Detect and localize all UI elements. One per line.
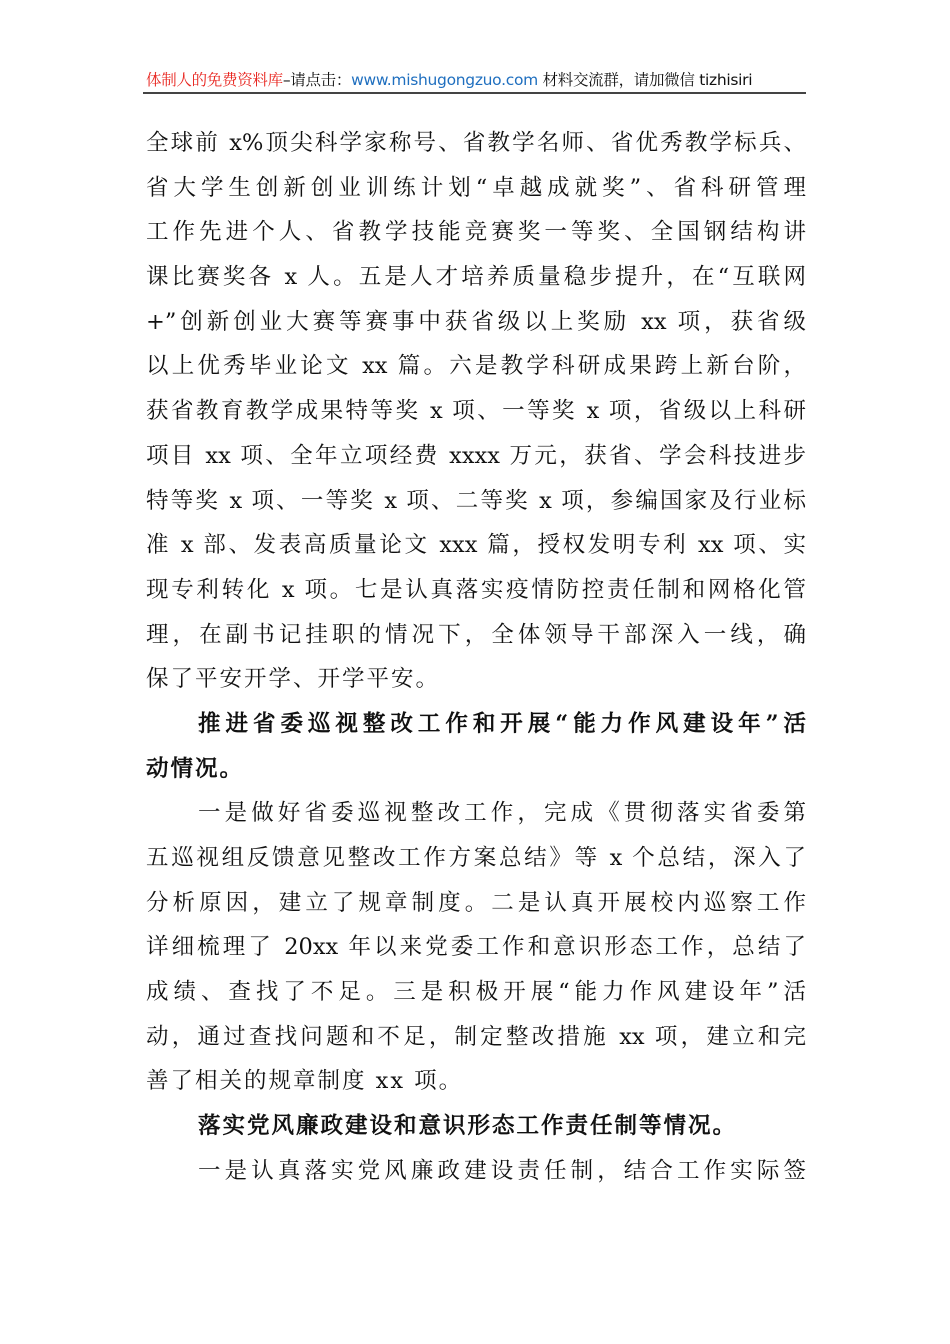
section-heading <box>146 702 806 791</box>
paragraph <box>146 791 806 1104</box>
text-line: 善了相关的规章制度 xx 项。 <box>146 1068 464 1095</box>
text-line: 落实党风廉政建设和意识形态工作责任制等情况。 <box>198 1113 738 1140</box>
header-brand: 体制人的免费资料库 <box>146 71 283 89</box>
header-tail: 材料交流群，请加微信 tizhisiri <box>542 71 753 89</box>
text-line: 分析原因，建立了规章制度。二是认真开展校内巡察工作 <box>146 889 806 916</box>
text-line: 动，通过查找问题和不足，制定整改措施 xx 项，建立和完 <box>146 1023 806 1050</box>
text-line: 省大学生创新创业训练计划“卓越成就奖”、省科研管理 <box>146 174 806 201</box>
text-line: 推进省委巡视整改工作和开展“能力作风建设年”活 <box>198 710 806 737</box>
text-line: 保了平安开学、开学平安。 <box>146 666 441 693</box>
text-line: 现专利转化 x 项。七是认真落实疫情防控责任制和网格化管 <box>146 576 806 603</box>
text-line: 五巡视组反馈意见整改工作方案总结》等 x 个总结，深入了 <box>146 845 806 871</box>
text-line: 成绩、查找了不足。三是积极开展“能力作风建设年”活 <box>146 979 806 1006</box>
text-line: +”创新创业大赛等赛事中获省级以上奖励 xx 项，获省级 <box>146 308 806 335</box>
page-header <box>146 68 806 92</box>
document-body <box>146 121 806 1194</box>
text-line: 项目 xx 项、全年立项经费 xxxx 万元，获省、学会科技进步 <box>146 442 806 469</box>
text-line: 详细梳理了 20xx 年以来党委工作和意识形态工作，总结了 <box>146 934 806 961</box>
header-link[interactable]: www.mishugongzuo.com <box>351 71 538 89</box>
text-line: 一是做好省委巡视整改工作，完成《贯彻落实省委第 <box>198 800 806 827</box>
paragraph <box>146 121 806 702</box>
text-line: 准 x 部、发表高质量论文 xxx 篇，授权发明专利 xx 项、实 <box>146 532 806 559</box>
section-heading <box>146 1104 806 1149</box>
text-line: 一是认真落实党风廉政建设责任制，结合工作实际签 <box>198 1157 806 1184</box>
text-line: 工作先进个人、省教学技能竞赛奖一等奖、全国钢结构讲 <box>146 219 806 246</box>
header-rule <box>143 92 806 94</box>
text-line: 获省教育教学成果特等奖 x 项、一等奖 x 项，省级以上科研 <box>146 398 806 425</box>
paragraph <box>146 1149 806 1194</box>
text-line: 全球前 x%顶尖科学家称号、省教学名师、省优秀教学标兵、 <box>146 130 806 156</box>
text-line: 课比赛奖各 x 人。五是人才培养质量稳步提升，在“互联网 <box>146 264 806 291</box>
text-line: 动情况。 <box>146 755 245 782</box>
header-prompt: –请点击： <box>282 71 352 89</box>
text-line: 特等奖 x 项、一等奖 x 项、二等奖 x 项，参编国家及行业标 <box>146 487 806 514</box>
text-line: 理，在副书记挂职的情况下，全体领导干部深入一线，确 <box>146 621 806 648</box>
text-line: 以上优秀毕业论文 xx 篇。六是教学科研成果跨上新台阶， <box>146 353 806 380</box>
